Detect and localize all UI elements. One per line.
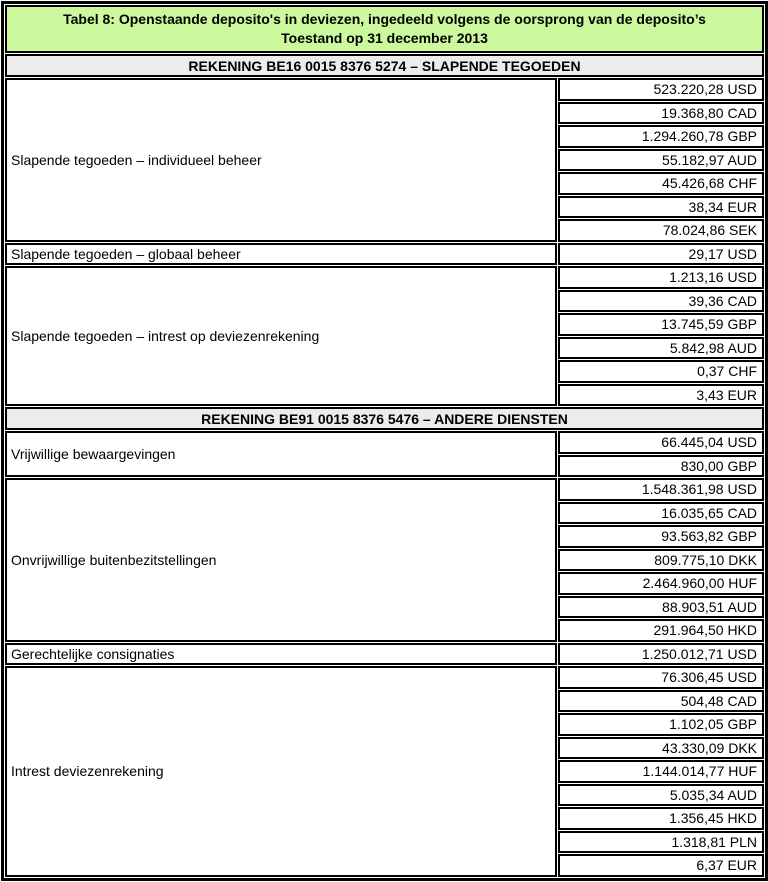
amount-cell: 2.464.960,00 HUF <box>558 572 764 595</box>
table-title <box>5 5 764 53</box>
amount-cell: 1.548.361,98 USD <box>558 478 764 501</box>
amount-cell: 13.745,59 GBP <box>558 313 764 336</box>
amount-cell: 0,37 CHF <box>558 360 764 383</box>
amount-cell: 93.563,82 GBP <box>558 525 764 548</box>
deposit-category-label: Intrest deviezenrekening <box>5 666 557 877</box>
deposit-category-label: Gerechtelijke consignaties <box>5 643 557 666</box>
deposit-category-label: Onvrijwillige buitenbezitstellingen <box>5 478 557 642</box>
amount-cell: 88.903,51 AUD <box>558 596 764 619</box>
amount-cell: 1.318,81 PLN <box>558 831 764 854</box>
amount-cell: 830,00 GBP <box>558 455 764 478</box>
amount-cell: 809.775,10 DKK <box>558 549 764 572</box>
table-row <box>5 243 764 266</box>
amount-cell: 3,43 EUR <box>558 384 764 407</box>
amount-cell: 76.306,45 USD <box>558 666 764 689</box>
amount-cell: 5.035,34 AUD <box>558 784 764 807</box>
table-row <box>5 478 764 501</box>
section-header: REKENING BE91 0015 8376 5476 – ANDERE DIENSTEN <box>5 407 764 430</box>
amount-cell: 504,48 CAD <box>558 690 764 713</box>
deposits-table-body <box>5 5 764 877</box>
deposit-category-label: Vrijwillige bewaargevingen <box>5 431 557 477</box>
amount-cell: 78.024,86 SEK <box>558 219 764 242</box>
amount-cell: 38,34 EUR <box>558 196 764 219</box>
amount-cell: 16.035,65 CAD <box>558 502 764 525</box>
amount-cell: 1.144.014,77 HUF <box>558 760 764 783</box>
amount-cell: 66.445,04 USD <box>558 431 764 454</box>
amount-cell: 5.842,98 AUD <box>558 337 764 360</box>
amount-cell: 43.330,09 DKK <box>558 737 764 760</box>
deposit-category-label: Slapende tegoeden – individueel beheer <box>5 78 557 242</box>
deposit-category-label: Slapende tegoeden – globaal beheer <box>5 243 557 266</box>
table-row <box>5 266 764 289</box>
section-header: REKENING BE16 0015 8376 5274 – SLAPENDE TEGOEDEN <box>5 54 764 77</box>
table-title-line1: Tabel 8: Openstaande deposito's in deviezen, ingedeeld volgens de oorsprong van de deposito’s <box>63 11 706 27</box>
table-row <box>5 78 764 101</box>
table-title-line2: Toestand op 31 december 2013 <box>281 30 488 46</box>
amount-cell: 29,17 USD <box>558 243 764 266</box>
amount-cell: 55.182,97 AUD <box>558 149 764 172</box>
amount-cell: 45.426,68 CHF <box>558 172 764 195</box>
table-title-row <box>5 5 764 53</box>
table-row <box>5 643 764 666</box>
section-header-row <box>5 54 764 77</box>
deposits-table <box>1 1 768 881</box>
table-row <box>5 666 764 689</box>
deposit-category-label: Slapende tegoeden – intrest op deviezenrekening <box>5 266 557 406</box>
amount-cell: 1.356,45 HKD <box>558 807 764 830</box>
amount-cell: 1.102,05 GBP <box>558 713 764 736</box>
amount-cell: 1.250.012,71 USD <box>558 643 764 666</box>
amount-cell: 523.220,28 USD <box>558 78 764 101</box>
amount-cell: 1.294.260,78 GBP <box>558 125 764 148</box>
table-row <box>5 431 764 454</box>
amount-cell: 19.368,80 CAD <box>558 102 764 125</box>
section-header-row <box>5 407 764 430</box>
amount-cell: 291.964,50 HKD <box>558 619 764 642</box>
amount-cell: 39,36 CAD <box>558 290 764 313</box>
amount-cell: 1.213,16 USD <box>558 266 764 289</box>
amount-cell: 6,37 EUR <box>558 854 764 877</box>
